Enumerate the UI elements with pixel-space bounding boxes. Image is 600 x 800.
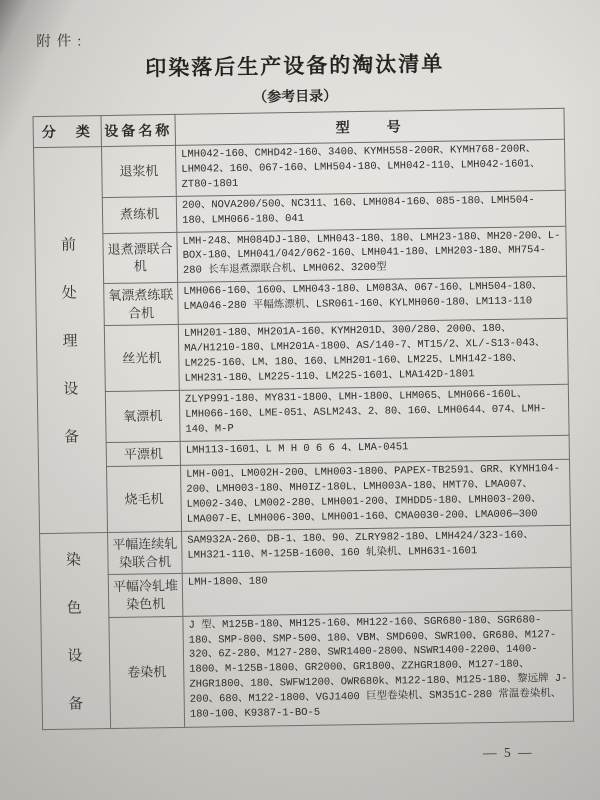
equipment-name-cell: 丝光机 xyxy=(104,325,179,392)
model-list-cell: LMH-001、LM002H-200、LMH003-1800、PAPEX-TB2591、GRR、KYMH104-200、LMH003-180、MH0IZ-180L、LMH003A-180、HMT70、LMA007、LM002-340、LM002-280、LMH001-200、IMHDD5-180、LMH003-200、LMA007-E、LMH006-300、LMH001-160、CMA0030-200、LMA006—300 xyxy=(181,460,571,532)
model-list-cell: LMH066-160、1600、LMH043-180、LM083A、067-160、LMH504-180、LMA046-280 平幅炼漂机、LSR061-160、KYLMH060-180、LM113-110 xyxy=(178,277,568,325)
equipment-name-cell: 退浆机 xyxy=(101,145,176,197)
header-category: 分 类 xyxy=(33,116,101,148)
model-list-cell: J 型、M125B-180、MH125-160、MH122-160、SGR680-180、SGR680-180、SMP-800、SMP-500、180、VBM、SMD600、SWR100、GR680、M127-320、6Z-280、M127-280、SWR1400-2800、NSWR1400-2200、1400-1800、M-125B-1800、GR2000、GR1800、ZZHGR1800、M127-180、ZHGR1800、180、SWFW1200、OWR680k、M122-180、M125-180、黎远牌 J-200、680、M122-1800、VGJ1400 巨型卷染机、SM351C-280 常温卷染机、180-100、K9387-1-BO-5 xyxy=(183,610,574,727)
model-list-cell: 200、NOVA200/500、NC311、160、LMH084-160、085-180、LMH504-180、LMH066-180、041 xyxy=(176,190,566,232)
equipment-table xyxy=(33,108,575,730)
table-row xyxy=(35,226,567,285)
category-vertical-label: 染 色 设 备 xyxy=(65,552,85,713)
page-title: 印染落后生产设备的淘汰清单 xyxy=(145,51,445,81)
model-list-cell: LMH042-160、CMHD42-160、3400、KYMH558-200R、KYMH768-200R、LHM042、160、067-160、LMH504-180、LMH042-110、LMH042-1601、ZT80-1801 xyxy=(175,139,565,196)
equipment-name-cell: 平幅连续轧染联合机 xyxy=(108,531,183,575)
table-row xyxy=(34,139,566,198)
page-subtitle: （参考目录） xyxy=(253,89,338,106)
table-row xyxy=(41,610,574,730)
equipment-name-cell: 煮练机 xyxy=(102,196,177,233)
model-list-cell: ZLYP991-180、MY831-1800、LMH-1800、LHM065、LMH066-160L、LMH066-160、LME-051、ASLM243、2、80、160、LMH0644、074、LMH-140、M-P xyxy=(179,384,569,441)
header-equipment-name: 设备名称 xyxy=(101,114,175,146)
equipment-name-cell: 平漂机 xyxy=(106,441,180,467)
category-vertical-label: 前 处 理 设 备 xyxy=(60,237,81,446)
table-row xyxy=(37,384,569,443)
page-number: — 5 — xyxy=(482,744,534,761)
equipment-name-cell: 退煮漂联合机 xyxy=(103,232,178,284)
equipment-name-cell: 烧毛机 xyxy=(107,466,182,533)
table-row xyxy=(39,460,571,534)
model-list-cell: SAM932A-260、DB-1、180、90、ZLRY982-180、LMH424/323-160、LMH321-110、M-125B-1600、160 轧染机、LMH631-1601 xyxy=(182,525,572,574)
equipment-name-cell: 卷染机 xyxy=(109,616,185,728)
category-cell xyxy=(40,532,111,729)
model-list-cell: LMH-1800、180 xyxy=(182,568,572,617)
equipment-name-cell: 氧漂煮练联合机 xyxy=(104,283,179,326)
attachment-label: 附件: xyxy=(36,33,88,51)
equipment-name-cell: 氧漂机 xyxy=(105,390,180,442)
category-cell xyxy=(34,147,108,534)
table-row xyxy=(36,319,568,393)
model-list-cell: LMH201-180、MH201A-160、KYMH201D、300/280、2000、180、MA/H1210-180、LMH201A-1800、AS/140-7、MT15/2、XL/-S13-043、LM225-160、LM、180、160、LMH201-160、LM225、LMH142-180、LMH231-180、LM225-110、LM225-1601、LMA142D-1801 xyxy=(178,319,568,391)
equipment-table-body xyxy=(34,139,574,729)
model-list-cell: LMH-248、MH084DJ-180、LMH043-180、180、LMH23-180、MH20-200、L-BOX-180、LMH041/042/062-160、LMH041-180、LMH203-180、MH754-280 长车退煮漂联合机、LMH062、3200型 xyxy=(177,226,567,283)
model-list-cell: LMH113-1601、L M H 0 6 6 4、LMA-0451 xyxy=(180,435,569,466)
equipment-name-cell: 平幅冷轧堆染色机 xyxy=(108,574,183,618)
header-model: 型 号 xyxy=(175,108,564,145)
